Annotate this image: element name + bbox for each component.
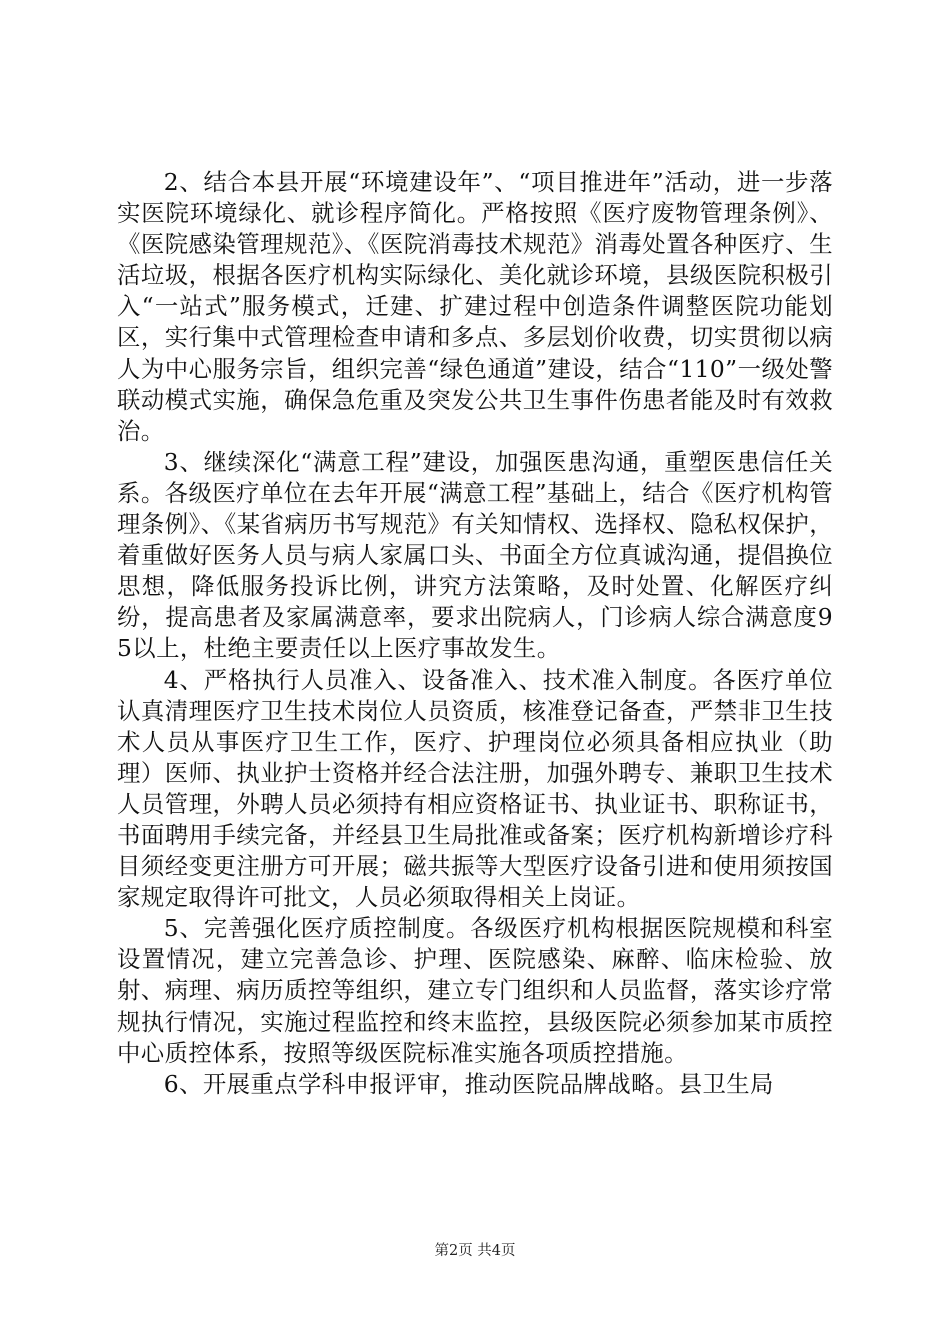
paragraph-item-5: 5、完善强化医疗质控制度。各级医疗机构根据医院规模和科室设置情况，建立完善急诊、护理、医院感染、麻醉、临床检验、放射、病理、病历质控等组织，建立专门组织和人员监督，落实诊疗常规执行情况，实施过程监控和终末监控，县级医院必须参加某市质控中心质控体系，按照等级医院标准实施各项质控措施。 bbox=[117, 914, 833, 1067]
document-body bbox=[117, 167, 833, 1100]
paragraph-item-6: 6、开展重点学科申报评审，推动医院品牌战略。县卫生局 bbox=[163, 1069, 774, 1098]
page-footer bbox=[0, 1242, 950, 1260]
paragraph-item-3: 3、继续深化“满意工程”建设，加强医患沟通，重塑医患信任关系。各级医疗单位在去年开展“满意工程”基础上，结合《医疗机构管理条例》、《某省病历书写规范》有关知情权、选择权、隐私权保护，着重做好医务人员与病人家属口头、书面全方位真诚沟通，提倡换位思想，降低服务投诉比例，讲究方法策略，及时处置、化解医疗纠纷，提高患者及家属满意率，要求出院病人，门诊病人综合满意度95以上，杜绝主要责任以上医疗事故发生。 bbox=[117, 447, 833, 663]
paragraph-item-4: 4、严格执行人员准入、设备准入、技术准入制度。各医疗单位认真清理医疗卫生技术岗位人员资质，核准登记备查，严禁非卫生技术人员从事医疗卫生工作，医疗、护理岗位必须具备相应执业（助理）医师、执业护士资格并经合法注册，加强外聘专、兼职卫生技术人员管理，外聘人员必须持有相应资格证书、执业证书、职称证书，书面聘用手续完备，并经县卫生局批准或备案；医疗机构新增诊疗科目须经变更注册方可开展；磁共振等大型医疗设备引进和使用须按国家规定取得许可批文，人员必须取得相关上岗证。 bbox=[117, 665, 833, 912]
paragraph-item-2: 2、结合本县开展“环境建设年”、“项目推进年”活动，进一步落实医院环境绿化、就诊程序简化。严格按照《医疗废物管理条例》、《医院感染管理规范》、《医院消毒技术规范》消毒处置各种医疗、生活垃圾，根据各医疗机构实际绿化、美化就诊环境，县级医院积极引入“一站式”服务模式，迁建、扩建过程中创造条件调整医院功能划区，实行集中式管理检查申请和多点、多层划价收费，切实贯彻以病人为中心服务宗旨，组织完善“绿色通道”建设，结合“110”一级处警联动模式实施，确保急危重及突发公共卫生事件伤患者能及时有效救治。 bbox=[117, 168, 833, 445]
page-number-label: 第2页 共4页 bbox=[434, 1243, 516, 1259]
